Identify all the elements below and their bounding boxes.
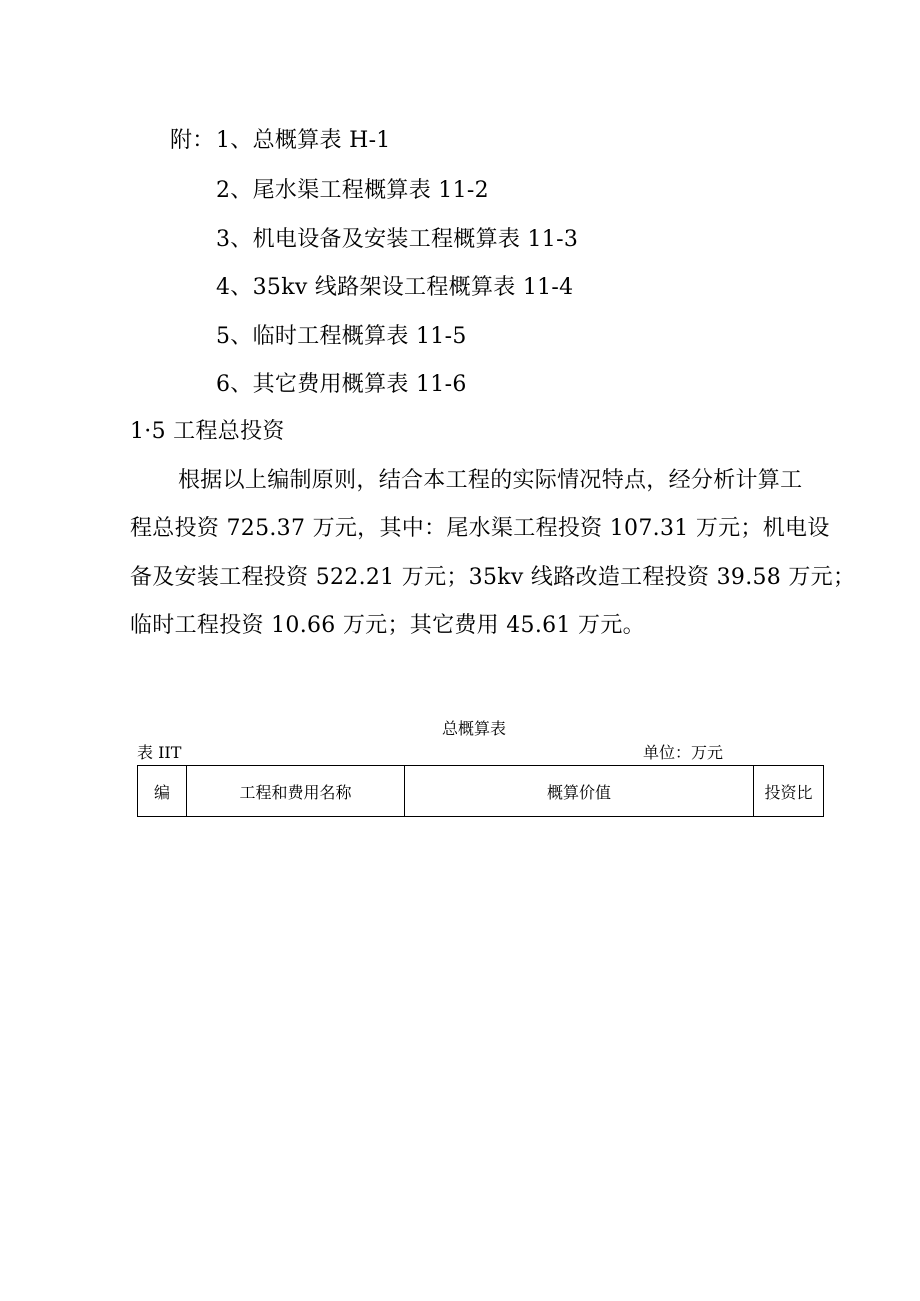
- attachment-item-4: 4、35kv 线路架设工程概算表 11-4: [216, 275, 574, 300]
- summary-table: [137, 765, 824, 817]
- attachments-label: 附：: [170, 128, 215, 153]
- table-unit: 单位：万元: [643, 743, 724, 762]
- attachment-item-1: 1、总概算表 H-1: [216, 128, 391, 153]
- header-cell-number: 编: [138, 766, 187, 817]
- attachment-item-6: 6、其它费用概算表 11-6: [216, 372, 467, 397]
- table-title: 总概算表: [442, 719, 507, 738]
- paragraph-line-1: 根据以上编制原则，结合本工程的实际情况特点，经分析计算工: [178, 468, 803, 493]
- header-cell-ratio: 投资比: [754, 766, 824, 817]
- paragraph-line-4: 临时工程投资 10.66 万元；其它费用 45.61 万元。: [130, 613, 645, 638]
- attachment-item-2: 2、尾水渠工程概算表 11-2: [216, 178, 489, 203]
- table-number: 表 IIT: [137, 743, 182, 762]
- table-header-row: [138, 766, 824, 817]
- paragraph-line-3: 备及安装工程投资 522.21 万元；35kv 线路改造工程投资 39.58 万元；: [130, 565, 856, 590]
- paragraph-line-2: 程总投资 725.37 万元，其中：尾水渠工程投资 107.31 万元；机电设: [130, 516, 830, 541]
- header-cell-name: 工程和费用名称: [187, 766, 405, 817]
- header-cell-value: 概算价值: [405, 766, 754, 817]
- attachment-item-3: 3、机电设备及安装工程概算表 11-3: [216, 227, 579, 252]
- attachment-item-5: 5、临时工程概算表 11-5: [216, 324, 467, 349]
- section-heading: 1·5 工程总投资: [130, 419, 285, 444]
